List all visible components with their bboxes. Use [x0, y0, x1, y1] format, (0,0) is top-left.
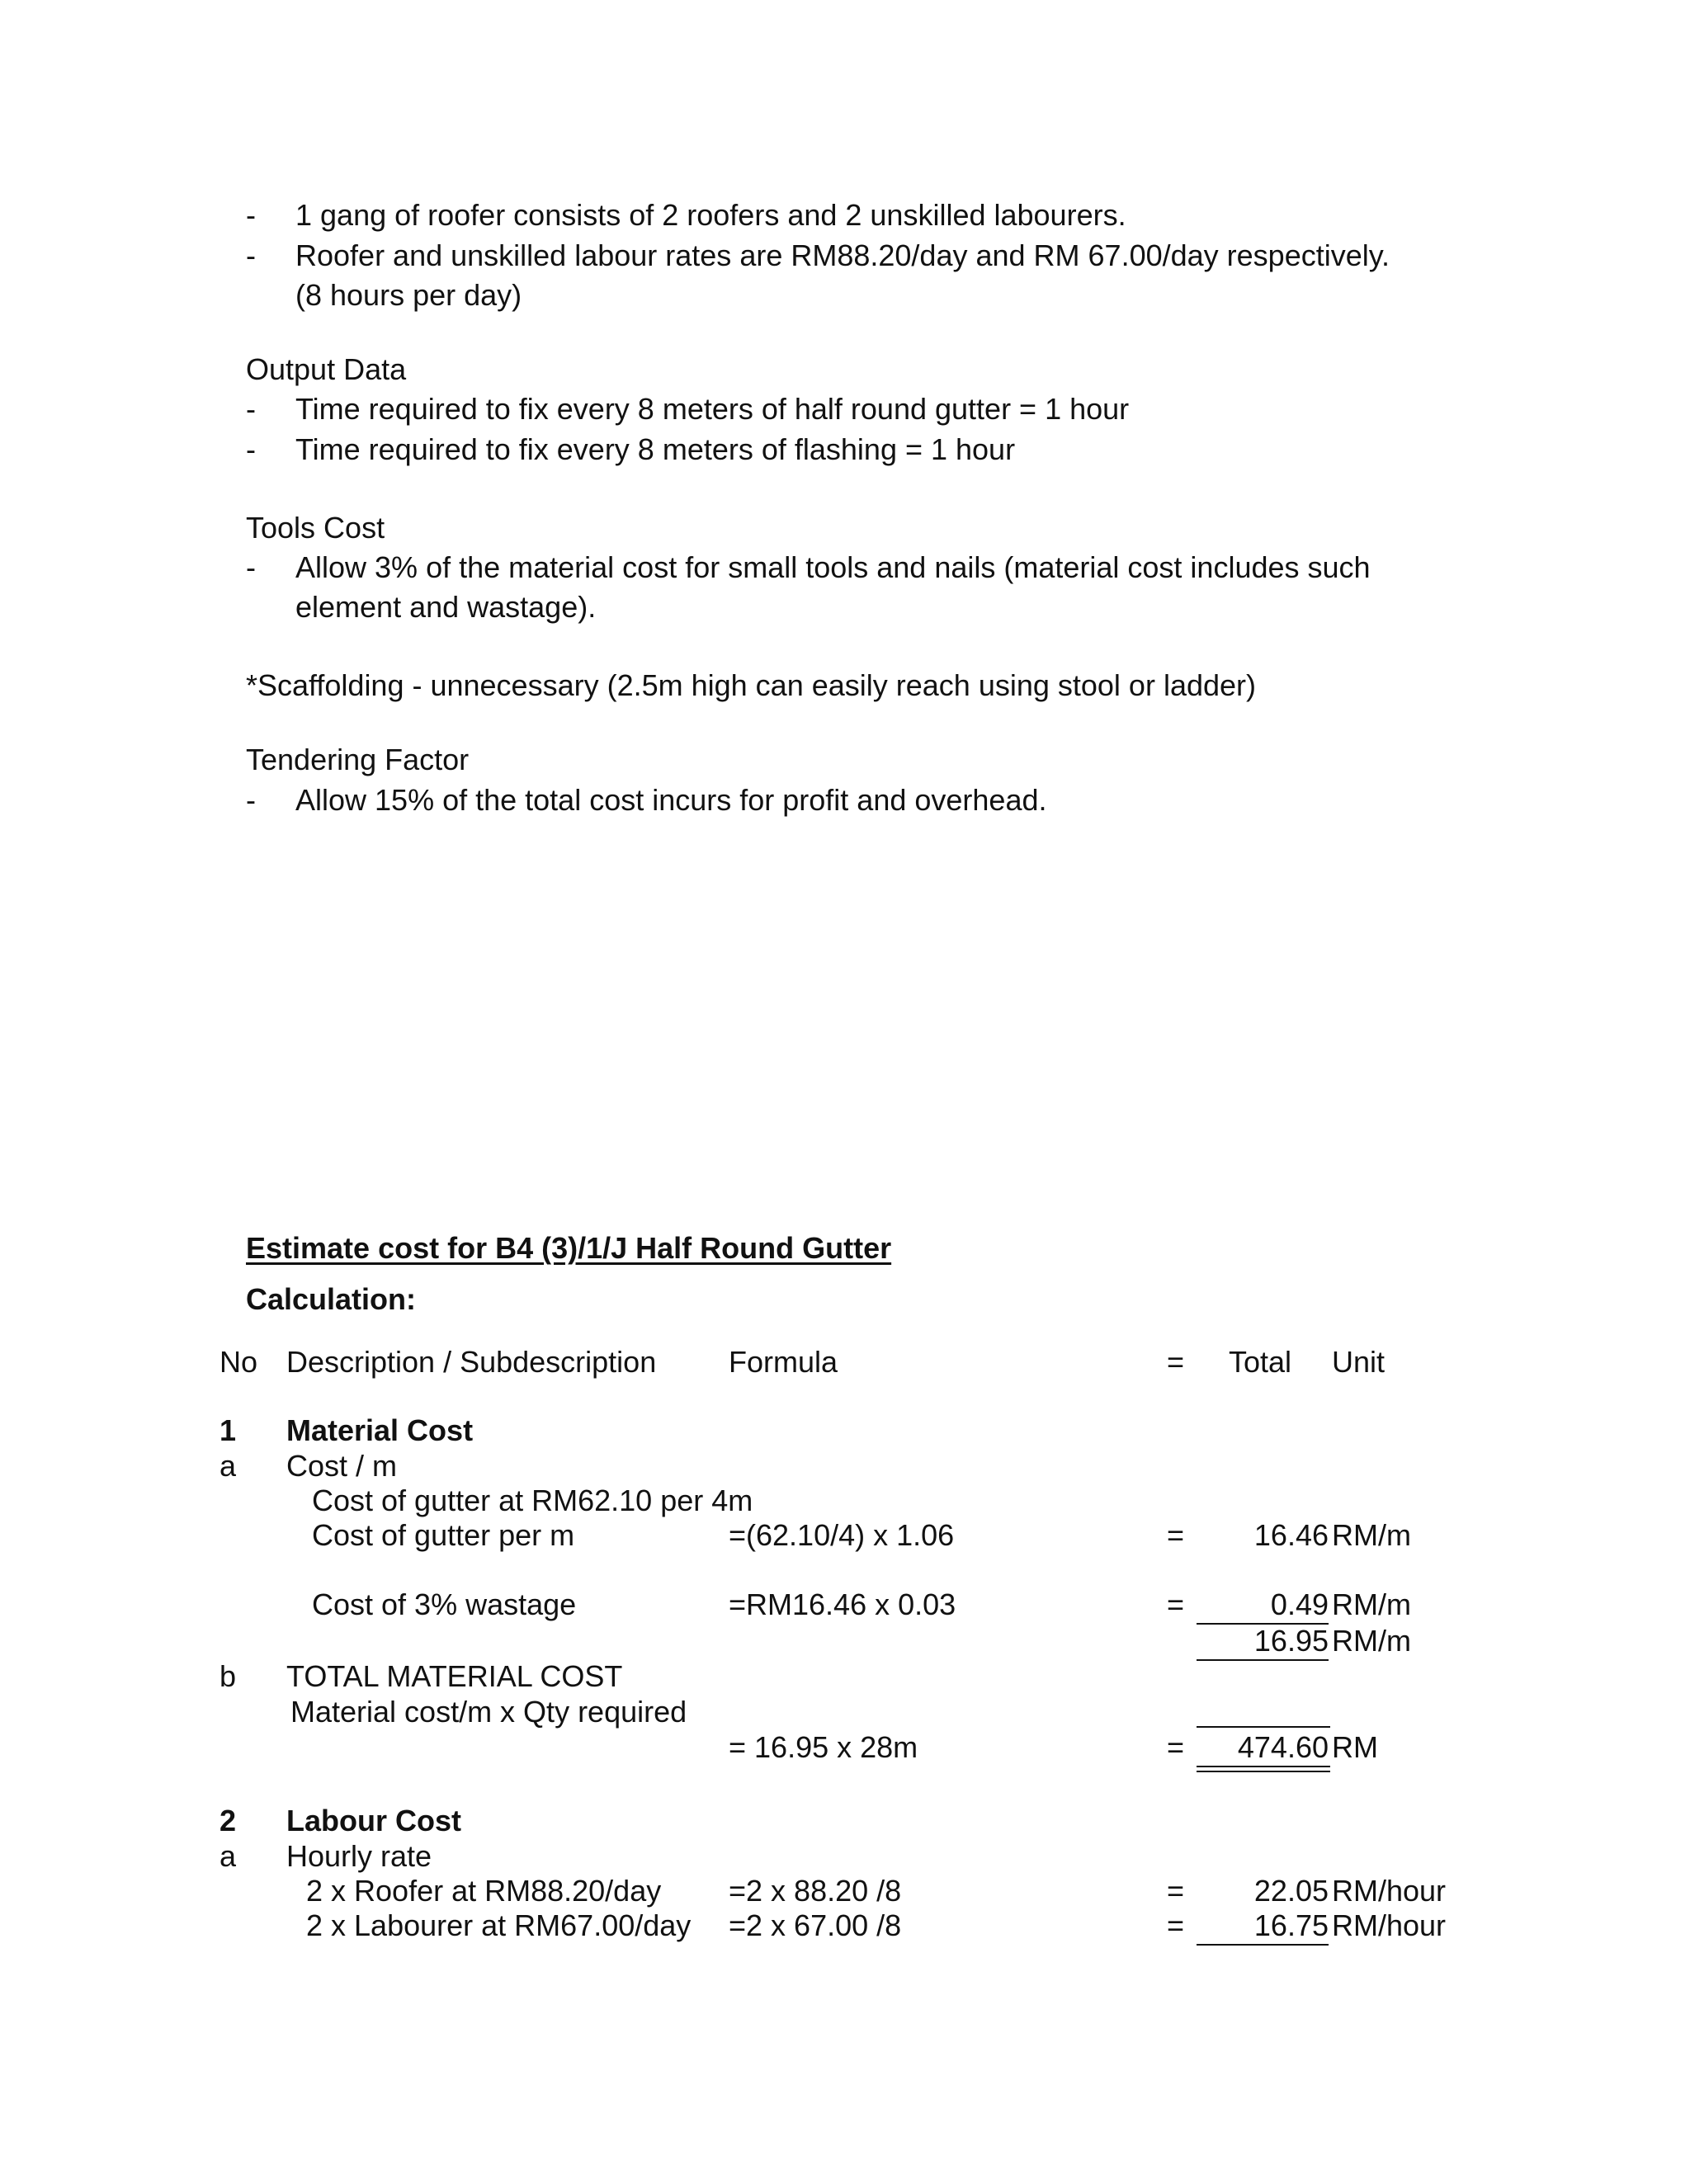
assumption-gang: 1 gang of roofer consists of 2 roofers and 2 unskilled labourers.: [295, 198, 1126, 232]
row-formula: =RM16.46 x 0.03: [729, 1587, 956, 1621]
row-formula: =2 x 67.00 /8: [729, 1908, 902, 1942]
tools-cost-heading: Tools Cost: [246, 511, 385, 545]
bullet-dash: -: [246, 392, 256, 426]
bullet-dash: -: [246, 432, 256, 466]
row-desc: 2 x Roofer at RM88.20/day: [306, 1874, 662, 1908]
row-formula: =(62.10/4) x 1.06: [729, 1518, 955, 1552]
row-desc: Cost of gutter per m: [312, 1518, 575, 1552]
item-label-a: a: [220, 1839, 237, 1873]
row-unit: RM: [1332, 1730, 1378, 1764]
bullet-dash: -: [246, 198, 256, 232]
row-formula: =2 x 88.20 /8: [729, 1874, 902, 1908]
equals-sign: =: [1167, 1908, 1185, 1942]
estimate-title: Estimate cost for B4 (3)/1/J Half Round Gutter: [246, 1231, 892, 1265]
row-desc: Cost of 3% wastage: [312, 1587, 577, 1621]
row-total: 22.05: [1253, 1874, 1329, 1908]
section-title-material: Material Cost: [286, 1413, 474, 1447]
col-header-equals: =: [1167, 1345, 1185, 1379]
col-header-no: No: [220, 1345, 258, 1379]
row-unit: RM/m: [1332, 1518, 1411, 1552]
bullet-dash: -: [246, 550, 256, 584]
output-data-heading: Output Data: [246, 352, 407, 386]
output-flashing: Time required to fix every 8 meters of flashing = 1 hour: [295, 432, 1016, 466]
scaffolding-note: *Scaffolding - unnecessary (2.5m high can easily reach using stool or ladder): [246, 668, 1256, 702]
total-top-rule: [1197, 1726, 1330, 1728]
double-underline: [1197, 1766, 1330, 1767]
total-material-cost-desc: Material cost/m x Qty required: [290, 1695, 687, 1729]
total-material-cost-value: 474.60: [1237, 1730, 1329, 1764]
total-material-cost-title: TOTAL MATERIAL COST: [286, 1659, 623, 1693]
row-formula: = 16.95 x 28m: [729, 1730, 918, 1764]
subtotal-unit: RM/m: [1332, 1624, 1411, 1658]
tendering-item: Allow 15% of the total cost incurs for profit and overhead.: [295, 783, 1047, 817]
equals-sign: =: [1167, 1730, 1185, 1764]
section-number: 2: [220, 1804, 237, 1837]
bullet-dash: -: [246, 783, 256, 817]
bullet-dash: -: [246, 238, 256, 272]
calculation-label: Calculation:: [246, 1282, 417, 1316]
row-unit: RM/hour: [1332, 1908, 1447, 1942]
row-total: 0.49: [1197, 1590, 1329, 1625]
item-title-hourly-rate: Hourly rate: [286, 1839, 432, 1873]
row-desc: 2 x Labourer at RM67.00/day: [306, 1908, 692, 1942]
subtotal-value: 16.95: [1197, 1626, 1329, 1661]
col-header-total: Total: [1229, 1345, 1292, 1379]
col-header-formula: Formula: [729, 1345, 838, 1379]
equals-sign: =: [1167, 1518, 1185, 1552]
row-unit: RM/hour: [1332, 1874, 1447, 1908]
row-total: 16.46: [1253, 1518, 1329, 1552]
col-header-description: Description / Subdescription: [286, 1345, 657, 1379]
gutter-price-note: Cost of gutter at RM62.10 per 4m: [312, 1484, 753, 1517]
equals-sign: =: [1167, 1587, 1185, 1621]
tools-cost-line2: element and wastage).: [295, 590, 597, 624]
tools-cost-line1: Allow 3% of the material cost for small tools and nails (material cost includes such: [295, 550, 1371, 584]
item-label-a: a: [220, 1449, 237, 1483]
assumption-rates: Roofer and unskilled labour rates are RM88.20/day and RM 67.00/day respectively.: [295, 238, 1390, 272]
double-underline: [1197, 1771, 1330, 1772]
col-header-unit: Unit: [1332, 1345, 1386, 1379]
section-number: 1: [220, 1413, 237, 1447]
row-unit: RM/m: [1332, 1587, 1411, 1621]
section-title-labour: Labour Cost: [286, 1804, 461, 1837]
tendering-heading: Tendering Factor: [246, 743, 470, 776]
output-gutter: Time required to fix every 8 meters of half round gutter = 1 hour: [295, 392, 1130, 426]
item-label-b: b: [220, 1659, 237, 1693]
assumption-hours: (8 hours per day): [295, 278, 522, 312]
item-title-cost-per-m: Cost / m: [286, 1449, 398, 1483]
row-total: 16.75: [1197, 1911, 1329, 1946]
equals-sign: =: [1167, 1874, 1185, 1908]
